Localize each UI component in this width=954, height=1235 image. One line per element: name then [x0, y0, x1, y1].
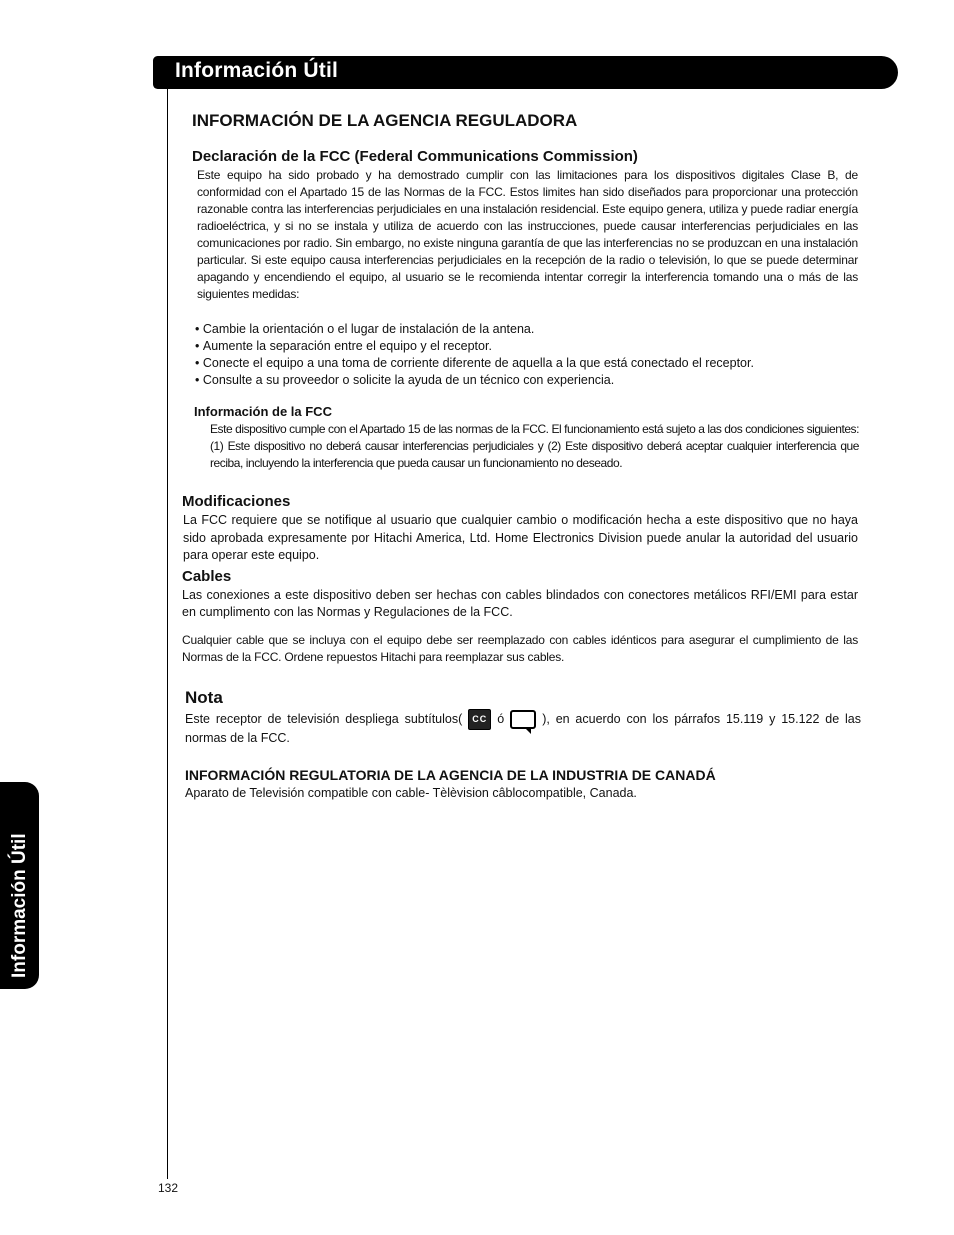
closed-caption-icon: CC — [468, 709, 491, 730]
nota-body — [185, 709, 861, 747]
nota-heading: Nota — [185, 688, 223, 707]
cables-body-1: Las conexiones a este dispositivo deben ser hechas con cables blindados con conectores metálicos RFI/EMI para estar en cumplimento con las Normas y Regulaciones de la FCC. — [182, 588, 858, 619]
caption-bubble-icon — [510, 710, 536, 729]
measures-list — [195, 321, 855, 389]
section-title: INFORMACIÓN DE LA AGENCIA REGULADORA — [192, 111, 578, 130]
nota-text-or: ó — [497, 711, 505, 726]
list-item: • Cambie la orientación o el lugar de instalación de la antena. — [195, 321, 855, 338]
fcc-info-body: Este dispositivo cumple con el Apartado 15 de las normas de la FCC. El funcionamiento está sujeto a las dos condiciones siguientes:(1) Este dispositivo no deberá causar interferencias perjudiciales y (2) Este dispositivo deberá aceptar cualquier interferencia que reciba, incluyendo la interferencia que pueda causar un funcionamiento no deseado. — [210, 422, 859, 470]
modifications-heading: Modificaciones — [182, 493, 291, 510]
fcc-declaration-body: Este equipo ha sido probado y ha demostrado cumplir con las limitaciones para los dispositivos digitales Clase B, de conformidad con el Apartado 15 de las Normas de la FCC. Estos limites han sido diseñados para proporcionar una protección razonable contra las interferencias perjudiciales en una instalación residencial. Este equipo genera, utiliza y puede radiar energía radioeléctrica, y si no se instala y utiliza de acuerdo con las instrucciones, puede causar interferencias perjudiciales en las comunicaciones por radio. Sin embargo, no existe ninguna garantía de que las interferencias no se produzcan en una instalación particular. Si este equipo causa interferencias perjudiciales en la recepción de la radio o televisión, lo que se puede determinar apagando y encendiendo el equipo, al usuario se le recomienda intentar corregir la interferencia tomando una o más de las siguientes medidas: — [197, 168, 858, 301]
nota-text-after: ), en acuerdo con los párrafos 15.119 y 15.122 de las normas de la FCC. — [185, 711, 861, 745]
nota-text-before: Este receptor de televisión despliega subtítulos( — [185, 711, 463, 726]
modifications-body: La FCC requiere que se notifique al usuario que cualquier cambio o modificación hecha a este dispositivo que no haya sido aprobada expresamente por Hitachi America, Ltd. Home Electronics Division puede anular la autoridad del usuario para operar este equipo. — [183, 513, 858, 562]
list-item: • Conecte el equipo a una toma de corriente diferente de aquella a la que está conectado el receptor. — [195, 355, 855, 372]
page-number: 132 — [158, 1181, 179, 1195]
canada-body: Aparato de Televisión compatible con cable- Tèlèvision câblocompatible, Canada. — [185, 786, 637, 800]
page-title: Información Útil — [175, 59, 339, 82]
cables-heading: Cables — [182, 568, 232, 585]
side-tab — [0, 782, 39, 989]
fcc-declaration-heading: Declaración de la FCC (Federal Communications Commission) — [192, 148, 638, 165]
canada-heading: INFORMACIÓN REGULATORIA DE LA AGENCIA DE LA INDUSTRIA DE CANADÁ — [185, 767, 716, 783]
vertical-rule — [167, 86, 168, 1179]
list-item: • Consulte a su proveedor o solicite la ayuda de un técnico con experiencia. — [195, 372, 855, 389]
side-tab-label: Información Útil — [9, 833, 30, 978]
header-bar — [153, 56, 898, 89]
cables-body-2: Cualquier cable que se incluya con el equipo debe ser reemplazado con cables idénticos para asegurar el cumplimiento de las Normas de la FCC. Ordene repuestos Hitachi para reemplazar sus cables. — [182, 633, 858, 664]
fcc-info-heading: Información de la FCC — [194, 404, 332, 419]
list-item: • Aumente la separación entre el equipo y el receptor. — [195, 338, 855, 355]
